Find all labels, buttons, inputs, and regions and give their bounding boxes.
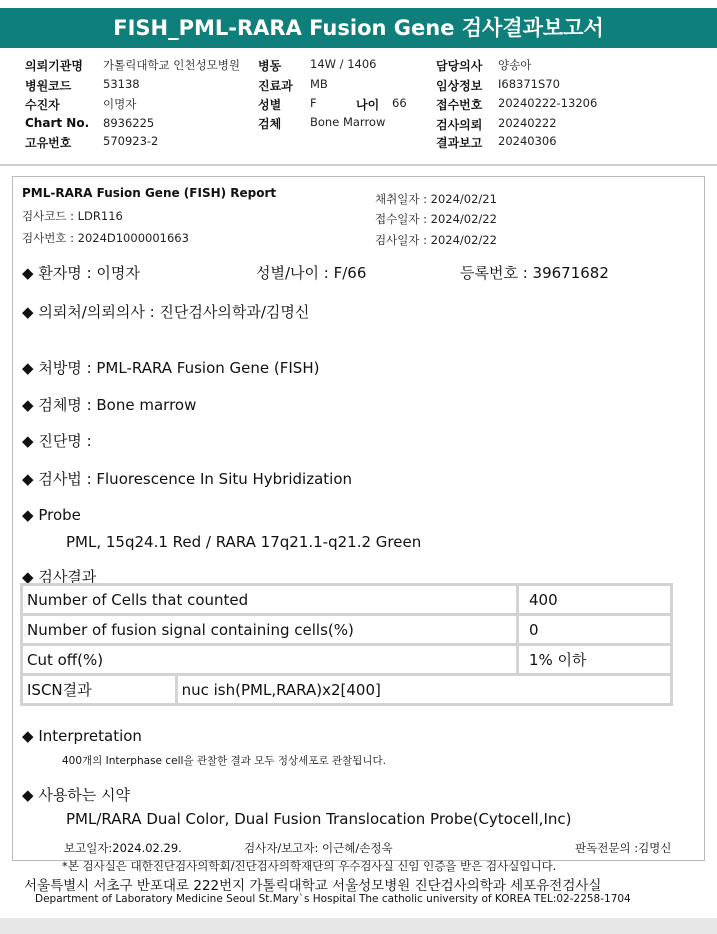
- probe-detail: PML, 15q24.1 Red / RARA 17q21.1-q21.2 Green: [66, 533, 422, 551]
- address-korean: 서울특별시 서초구 반포대로 222번지 가톨릭대학교 서울성모병원 진단검사의학과 세포유전검사실: [24, 878, 602, 894]
- specialist-footer: 판독전문의 :김명신: [575, 841, 672, 855]
- sex-age: 성별/나이 : F/66: [256, 264, 367, 282]
- diamond-icon: ◆: [22, 568, 34, 586]
- prescription-line: ◆ 처방명 : PML-RARA Fusion Gene (FISH): [22, 359, 320, 377]
- results-title-line: ◆ 검사결과: [22, 568, 97, 586]
- diamond-icon: ◆: [22, 396, 34, 414]
- diamond-icon: ◆: [22, 303, 34, 321]
- interpretation-text: 400개의 Interphase cell을 관찰한 결과 모두 정상세포로 관찰됩니다.: [62, 755, 386, 767]
- results-table: [20, 583, 673, 706]
- header-divider: [0, 164, 717, 166]
- specimen-line: ◆ 검체명 : Bone marrow: [22, 396, 197, 414]
- collect-date: 채취일자 : 2024/02/21: [375, 192, 497, 206]
- table-row: [22, 585, 672, 615]
- test-number: 검사번호 : 2024D1000001663: [22, 231, 189, 245]
- table-row: [22, 615, 672, 645]
- table-row: [22, 675, 672, 705]
- certification-note: *본 검사실은 대한진단검사의학회/진단검사의학재단의 우수검사실 신임 인증을 받은 검사실입니다.: [62, 859, 557, 873]
- iscn-value: nuc ish(PML,RARA)x2[400]: [176, 675, 671, 705]
- patient-name: 환자명 : 이명자: [38, 264, 140, 282]
- diamond-icon: ◆: [22, 264, 34, 282]
- result-label: Cut off(%): [22, 645, 518, 675]
- result-label: Number of Cells that counted: [22, 585, 518, 615]
- diamond-icon: ◆: [22, 727, 34, 745]
- result-value: 0: [517, 615, 671, 645]
- result-value: 1% 이하: [517, 645, 671, 675]
- test-code: 검사코드 : LDR116: [22, 209, 123, 223]
- method-line: ◆ 검사법 : Fluorescence In Situ Hybridization: [22, 470, 353, 488]
- report-title: FISH_PML-RARA Fusion Gene 검사결과보고서: [0, 8, 717, 48]
- diamond-icon: ◆: [22, 359, 34, 377]
- diamond-icon: ◆: [22, 786, 34, 804]
- report-date-footer: 보고일자:2024.02.29.: [64, 841, 182, 855]
- patient-line: [22, 262, 140, 283]
- report-heading: PML-RARA Fusion Gene (FISH) Report: [22, 186, 277, 200]
- diamond-icon: ◆: [22, 470, 34, 488]
- interpretation-title-line: ◆ Interpretation: [22, 727, 142, 745]
- registration-no: 등록번호 : 39671682: [460, 264, 609, 282]
- probe-title-line: ◆ Probe: [22, 506, 81, 524]
- page-bottom-band: [0, 918, 717, 934]
- reagent-text: PML/RARA Dual Color, Dual Fusion Translocation Probe(Cytocell,Inc): [66, 810, 572, 828]
- result-label: Number of fusion signal containing cells(%): [22, 615, 518, 645]
- iscn-label: ISCN결과: [22, 675, 177, 705]
- diamond-icon: ◆: [22, 506, 34, 524]
- result-value: 400: [517, 585, 671, 615]
- reagent-title-line: ◆ 사용하는 시약: [22, 786, 131, 804]
- receive-date: 접수일자 : 2024/02/22: [375, 212, 497, 226]
- diagnosis-line: ◆ 진단명 :: [22, 432, 92, 450]
- examiner-footer: 검사자/보고자: 이근혜/손정욱: [244, 841, 393, 855]
- diamond-icon: ◆: [22, 432, 34, 450]
- address-english: Department of Laboratory Medicine Seoul St.Mary`s Hospital The catholic university of KOREA TEL:02-2258-1704: [35, 893, 631, 905]
- table-row: [22, 645, 672, 675]
- referrer-line: ◆ 의뢰처/의뢰의사 : 진단검사의학과/김명신: [22, 303, 310, 321]
- exam-date: 검사일자 : 2024/02/22: [375, 233, 497, 247]
